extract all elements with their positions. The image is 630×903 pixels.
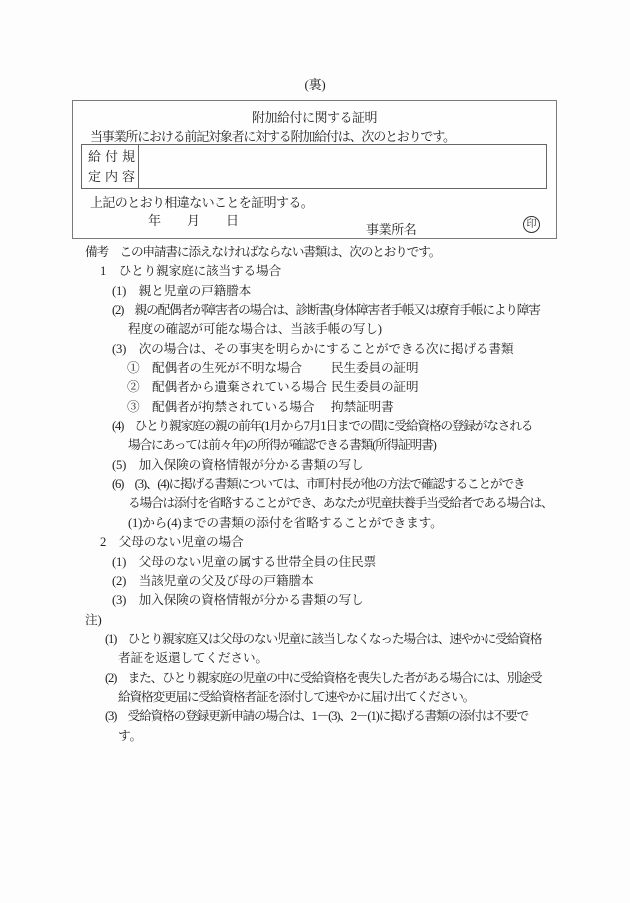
note-line: (1) 父母のない児童の属する世帯全員の住民票 <box>112 554 376 569</box>
note-line: (5) 加入保険の資格情報が分かる書類の写し <box>112 457 364 472</box>
seal-character: 印 <box>526 218 537 230</box>
note-case-text: ② 配偶者から遺棄されている場合 <box>127 380 327 395</box>
benefit-label-row2: 定内容 <box>88 169 140 184</box>
note-line: 程度の確認が可能な場合は、当該手帳の写し) <box>128 322 382 337</box>
note-line: 備考 この申請書に添えなければならない書類は、次のとおりです。 <box>85 245 441 259</box>
note-line: (3) 次の場合は、その事実を明らかにすることができる次に掲げる書類 <box>112 341 514 356</box>
note-line: (1) ひとり親家庭又は父母のない児童に該当しなくなった場合は、速やかに受給資格 <box>105 631 542 646</box>
benefit-rule-table <box>81 144 547 189</box>
note-line: (2) 当該児童の父及び母の戸籍謄本 <box>112 573 314 588</box>
benefit-label-row1: 給付規 <box>88 149 140 164</box>
certificate-box <box>72 100 557 239</box>
note-case-text: ① 配偶者の生死が不明な場合 <box>127 361 302 376</box>
note-line <box>0 398 630 417</box>
note-required-document-text: 拘禁証明書 <box>331 399 394 414</box>
note-line: 者証を返還してください。 <box>118 651 268 666</box>
seal-stamp-icon <box>523 216 540 233</box>
benefit-rule-label-cell <box>82 145 139 188</box>
note-line: (3) 加入保険の資格情報が分かる書類の写し <box>112 593 364 608</box>
page-side-label: (裏) <box>304 77 326 92</box>
note-line <box>0 378 630 397</box>
note-required-document-text: 民生委員の証明 <box>331 361 419 376</box>
note-line: (1) 親と児童の戸籍謄本 <box>112 283 252 298</box>
notes-section <box>0 243 630 746</box>
note-line: (1)から(4)までの書類の添付を省略することができます。 <box>128 515 443 530</box>
note-line: る場合は添付を省略することができ、あなたが児童扶養手当受給者である場合は、 <box>128 496 553 511</box>
office-name-label: 事業所名 <box>366 222 417 237</box>
note-required-document-text: 民生委員の証明 <box>331 380 419 395</box>
note-line: (2) また、ひとり親家庭の児童の中に受給資格を喪失した者がある場合には、別途受 <box>105 670 542 685</box>
certificate-title: 附加給付に関する証明 <box>251 110 377 125</box>
note-line: (2) 親の配偶者が障害者の場合は、診断書(身体障害者手帳又は療育手帳により障害 <box>112 303 540 318</box>
certificate-intro: 当事業所における前記対象者に対する附加給付は、次のとおりです。 <box>90 129 455 144</box>
note-line: (6) (3)、(4)に掲げる書類については、市町村長が他の方法で確認することができ <box>112 477 525 492</box>
attestation-line: 上記のとおり相違ないことを証明する。 <box>90 195 314 210</box>
note-line: (4) ひとり親家庭の親の前年(1月から7月1日までの間に受給資格の登録がなされる <box>112 419 533 434</box>
note-line: 注) <box>85 612 102 627</box>
benefit-rule-content-cell <box>139 145 546 188</box>
note-line: 給資格変更届に受給資格者証を添付して速やかに届け出てください。 <box>118 689 475 704</box>
note-line: す。 <box>118 728 142 743</box>
note-line: 1 ひとり親家庭に該当する場合 <box>100 264 281 279</box>
note-line <box>0 359 630 378</box>
date-line: 年 月 日 <box>148 213 240 228</box>
note-line: (3) 受給資格の登録更新申請の場合は、1－(3)、2－(1)に掲げる書類の添付は不要で <box>105 709 528 724</box>
note-case-text: ③ 配偶者が拘禁されている場合 <box>127 399 315 414</box>
note-line: 場合にあっては前々年)の所得が確認できる書類(所得証明書) <box>128 438 436 453</box>
note-line: 2 父母のない児童の場合 <box>100 535 244 550</box>
